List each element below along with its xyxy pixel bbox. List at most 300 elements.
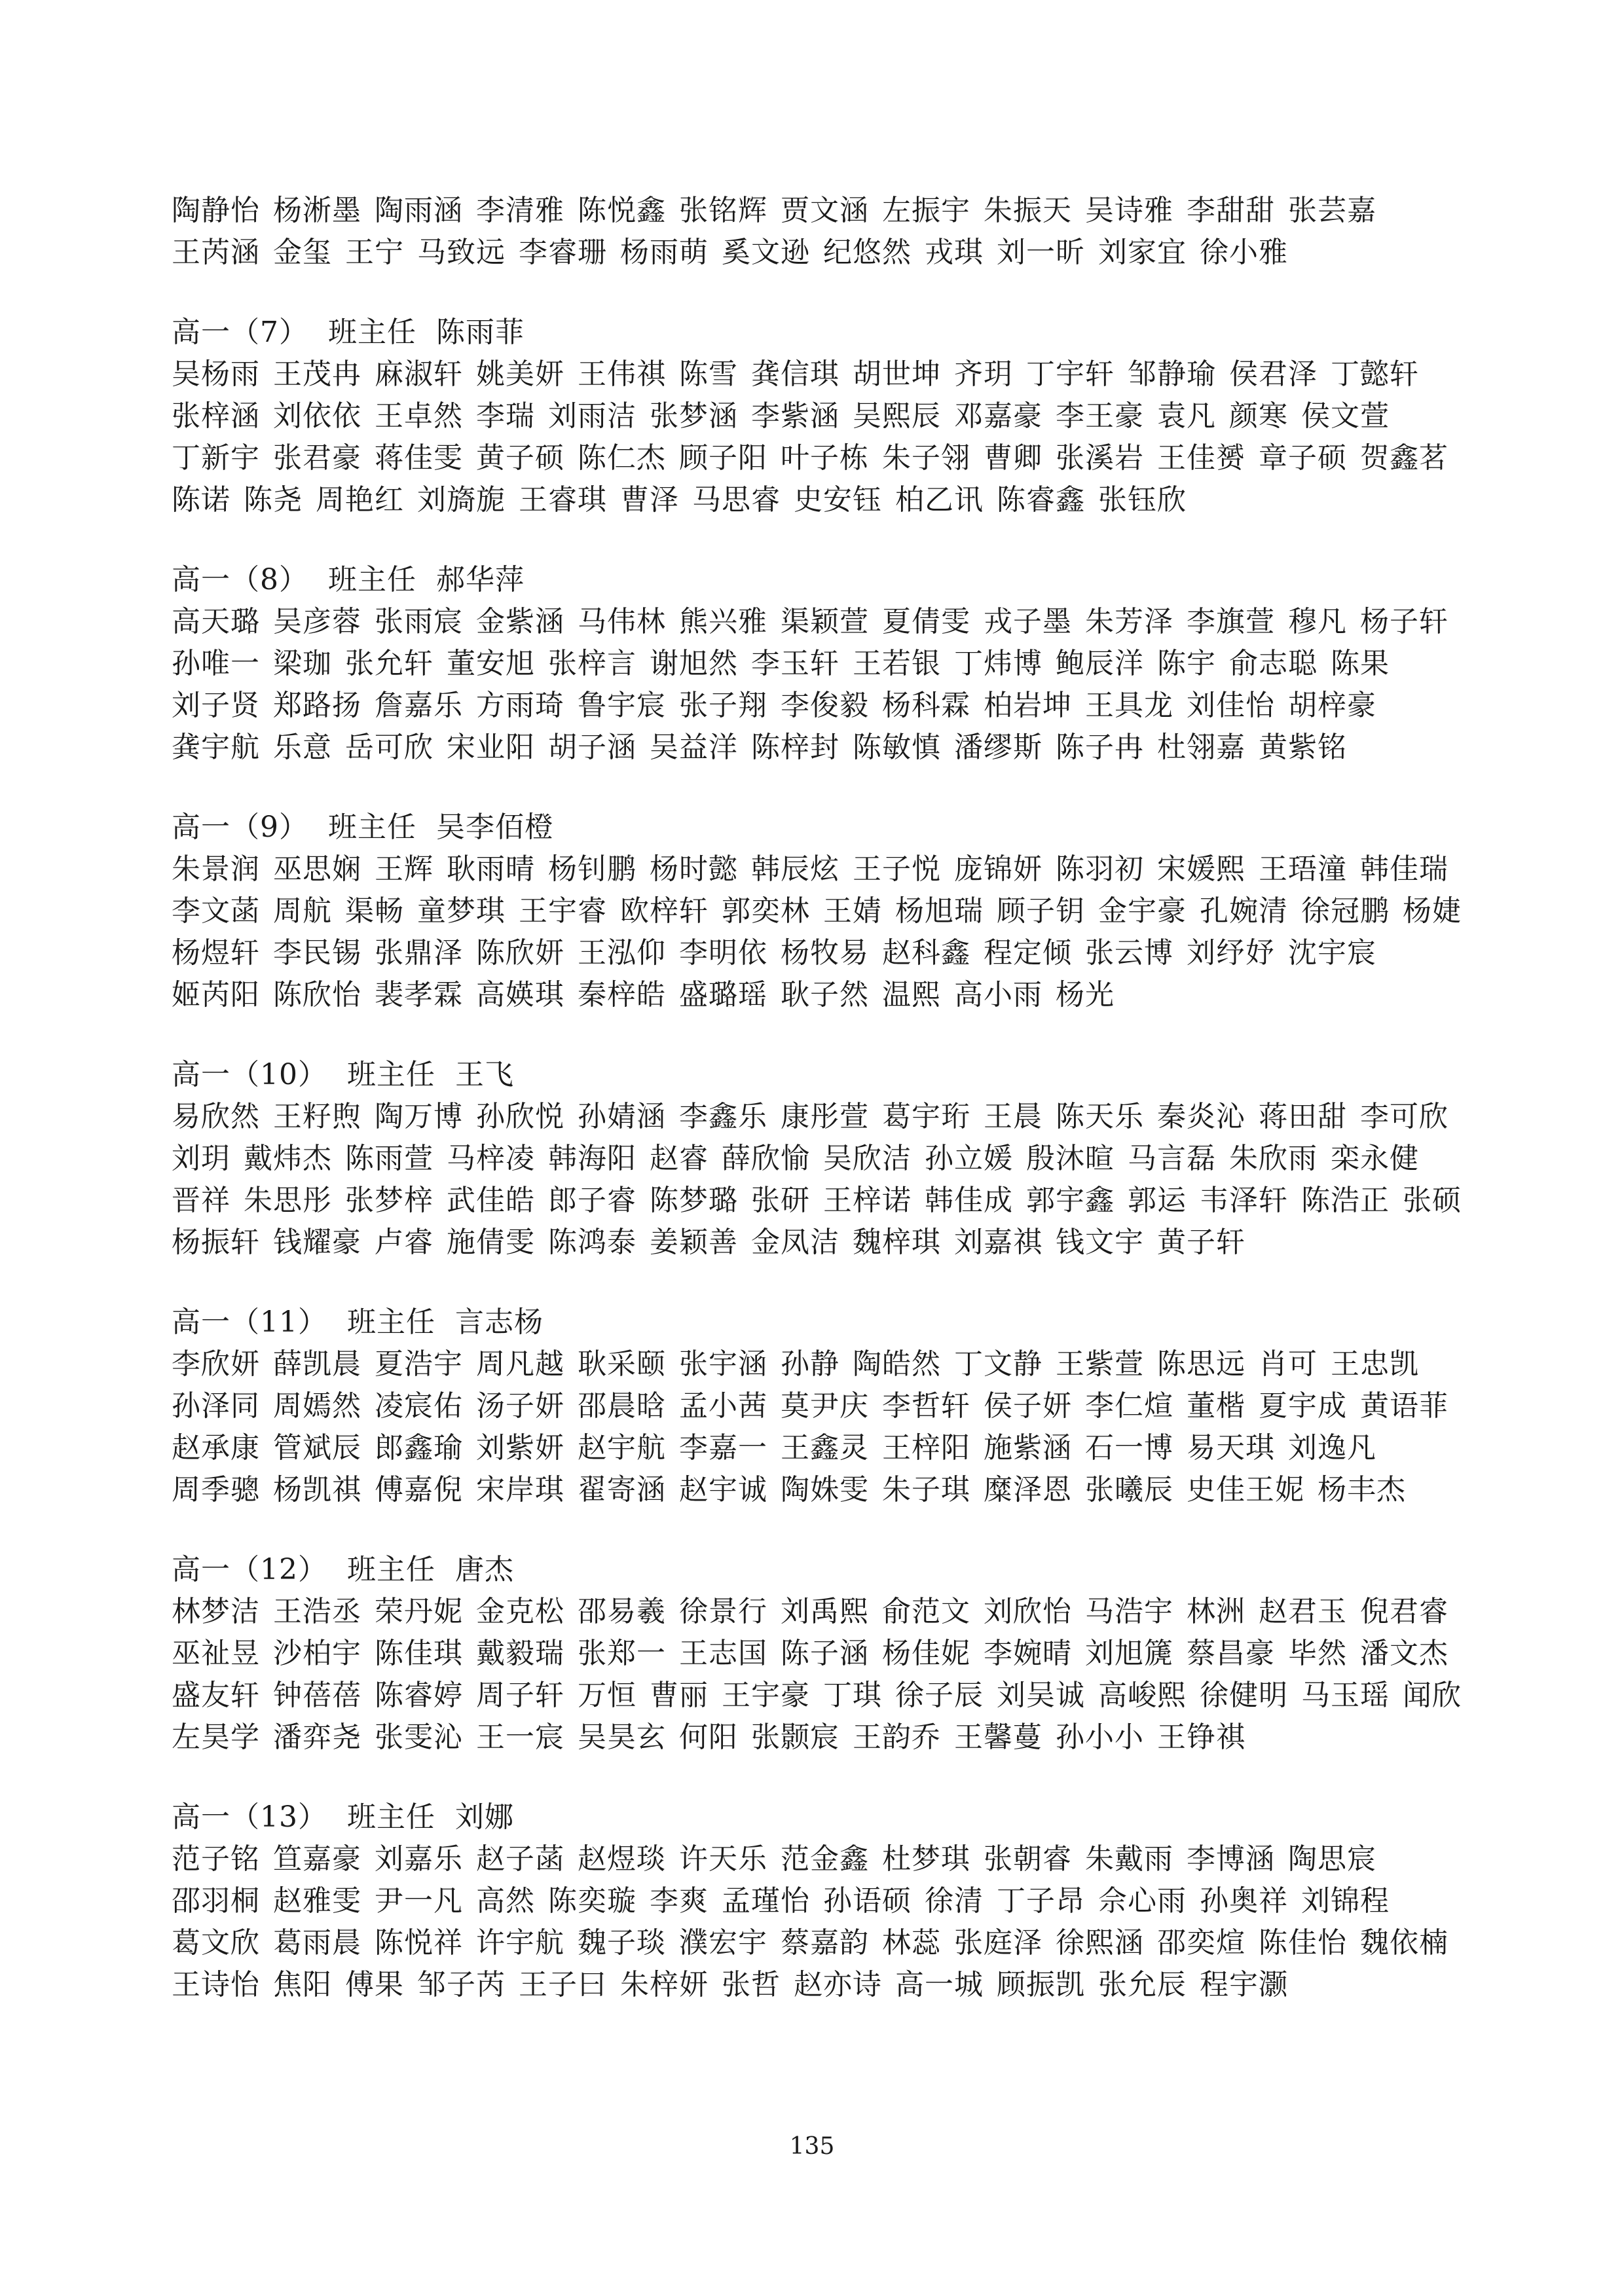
- student-name: 耿子然: [781, 978, 869, 1011]
- student-name: 左昊学: [172, 1721, 260, 1754]
- student-name: 曹丽: [650, 1679, 709, 1712]
- student-name: 葛雨晨: [273, 1926, 361, 1959]
- student-name: 金克松: [476, 1595, 564, 1628]
- student-name: 王辉: [375, 852, 434, 886]
- student-name: 渠畅: [345, 894, 404, 928]
- student-name: 王宇豪: [722, 1679, 810, 1712]
- student-name: 王卓然: [375, 399, 463, 433]
- student-name: 戎琪: [925, 236, 984, 269]
- student-name: 宋业阳: [447, 731, 535, 764]
- student-name: 郭运: [1128, 1184, 1187, 1217]
- student-name: 刘子贤: [172, 689, 260, 722]
- student-name: 姬芮阳: [172, 978, 260, 1011]
- teacher-name: 陈雨菲: [436, 316, 525, 349]
- student-name: 陈思远: [1157, 1347, 1246, 1381]
- student-name: 陈子涵: [781, 1637, 869, 1670]
- student-name: 李明依: [679, 936, 767, 970]
- student-name: 戴炜杰: [244, 1142, 332, 1175]
- student-name: 龚信琪: [751, 357, 840, 391]
- student-name: 金宇豪: [1098, 894, 1187, 928]
- student-name: 张梓涵: [172, 399, 260, 433]
- student-name: 韩海阳: [548, 1142, 637, 1175]
- student-name: 朱子翎: [882, 441, 970, 475]
- student-name: 耿雨晴: [447, 852, 535, 886]
- student-name: 马玉瑶: [1301, 1679, 1390, 1712]
- student-name: 蒋田甜: [1259, 1100, 1347, 1133]
- name-row: [172, 1675, 1475, 1717]
- class-name: 高一（7）: [172, 316, 308, 349]
- student-name: 丁子昂: [997, 1884, 1085, 1918]
- student-name: 杨佳妮: [882, 1637, 970, 1670]
- student-name: 吴益洋: [650, 731, 738, 764]
- student-name: 詹嘉乐: [375, 689, 463, 722]
- class-heading: [172, 312, 1475, 354]
- name-row: [172, 1964, 1475, 2006]
- student-name: 郑路扬: [273, 689, 361, 722]
- student-name: 邵羽桐: [172, 1884, 260, 1918]
- student-name: 徐熙涵: [1056, 1926, 1144, 1959]
- student-name: 毕然: [1288, 1637, 1347, 1670]
- student-name: 董安旭: [447, 647, 535, 680]
- student-name: 张雨宸: [375, 605, 463, 638]
- student-name: 杨振轩: [172, 1226, 260, 1259]
- class-section: [172, 312, 1475, 521]
- student-name: 齐玥: [954, 357, 1013, 391]
- student-name: 施紫涵: [984, 1431, 1072, 1465]
- student-name: 翟寄涵: [578, 1473, 666, 1506]
- student-name: 熊兴雅: [679, 605, 767, 638]
- student-name: 丁琪: [823, 1679, 882, 1712]
- student-name: 吴彦蓉: [273, 605, 361, 638]
- name-row: [172, 890, 1475, 932]
- student-name: 莫尹庆: [781, 1389, 869, 1423]
- student-name: 赵君玉: [1259, 1595, 1347, 1628]
- student-name: 朱思彤: [244, 1184, 332, 1217]
- student-name: 杨婕: [1403, 894, 1462, 928]
- student-name: 刘雨洁: [548, 399, 637, 433]
- student-name: 王韵乔: [853, 1721, 941, 1754]
- student-name: 魏子琰: [578, 1926, 666, 1959]
- student-name: 王一宸: [476, 1721, 564, 1754]
- student-name: 潘弈尧: [273, 1721, 361, 1754]
- student-name: 李婉晴: [984, 1637, 1072, 1670]
- name-row: [172, 190, 1475, 232]
- student-name: 吴昊玄: [578, 1721, 666, 1754]
- student-name: 张庭泽: [954, 1926, 1043, 1959]
- student-name: 丁懿轩: [1331, 357, 1419, 391]
- student-name: 吴诗雅: [1085, 194, 1173, 227]
- student-name: 陈佳琪: [375, 1637, 463, 1670]
- student-name: 周嫣然: [273, 1389, 361, 1423]
- name-row: [172, 685, 1475, 727]
- student-name: 尹一凡: [375, 1884, 463, 1918]
- student-name: 奚文逊: [722, 236, 810, 269]
- student-name: 侯文萱: [1301, 399, 1390, 433]
- class-heading: [172, 1549, 1475, 1591]
- student-name: 陈悦鑫: [578, 194, 666, 227]
- student-name: 傅嘉倪: [375, 1473, 463, 1506]
- student-name: 管斌辰: [273, 1431, 361, 1465]
- student-name: 孔婉清: [1200, 894, 1288, 928]
- student-name: 孙语硕: [823, 1884, 912, 1918]
- student-name: 高媖琪: [476, 978, 564, 1011]
- student-name: 凌宸佑: [375, 1389, 463, 1423]
- class-name: 高一（8）: [172, 563, 308, 596]
- student-name: 周航: [273, 894, 332, 928]
- student-name: 李甜甜: [1187, 194, 1275, 227]
- student-name: 张梦梓: [345, 1184, 434, 1217]
- student-name: 李民锡: [273, 936, 361, 970]
- student-name: 马思睿: [692, 483, 781, 517]
- student-name: 侯子妍: [984, 1389, 1072, 1423]
- student-name: 丁宇轩: [1026, 357, 1115, 391]
- student-name: 吴熙辰: [853, 399, 941, 433]
- student-name: 刘逸凡: [1288, 1431, 1376, 1465]
- student-name: 赵睿: [650, 1142, 709, 1175]
- student-name: 刘欣怡: [984, 1595, 1072, 1628]
- student-name: 张溪岩: [1056, 441, 1144, 475]
- name-row: [172, 354, 1475, 395]
- student-name: 朱景润: [172, 852, 260, 886]
- student-name: 陈奕璇: [548, 1884, 637, 1918]
- name-row: [172, 1838, 1475, 1880]
- student-name: 赵雅雯: [273, 1884, 361, 1918]
- student-name: 杨雨萌: [620, 236, 709, 269]
- student-name: 张研: [751, 1184, 810, 1217]
- student-name: 盛友轩: [172, 1679, 260, 1712]
- student-name: 周艳红: [316, 483, 404, 517]
- student-name: 蔡昌豪: [1187, 1637, 1275, 1670]
- student-name: 孙小小: [1056, 1721, 1144, 1754]
- student-name: 杨子轩: [1360, 605, 1449, 638]
- student-name: 陶皓然: [853, 1347, 941, 1381]
- student-name: 龚宇航: [172, 731, 260, 764]
- student-name: 程定倾: [984, 936, 1072, 970]
- student-name: 贺鑫茗: [1360, 441, 1449, 475]
- student-name: 欧梓轩: [620, 894, 709, 928]
- class-section: [172, 1054, 1475, 1264]
- student-name: 陈仁杰: [578, 441, 666, 475]
- student-name: 徐子辰: [895, 1679, 984, 1712]
- teacher-name: 唐杰: [455, 1553, 514, 1586]
- student-name: 高峻熙: [1098, 1679, 1187, 1712]
- teacher-name: 言志杨: [455, 1305, 544, 1339]
- teacher-name: 刘娜: [455, 1800, 514, 1834]
- student-name: 朱子琪: [882, 1473, 970, 1506]
- student-name: 杨时懿: [650, 852, 738, 886]
- student-name: 赵子菡: [476, 1842, 564, 1876]
- student-name: 谢旭然: [650, 647, 738, 680]
- student-name: 陈果: [1331, 647, 1390, 680]
- student-name: 陈雨萱: [345, 1142, 434, 1175]
- student-name: 范子铭: [172, 1842, 260, 1876]
- student-name: 金玺: [273, 236, 332, 269]
- student-name: 赵承康: [172, 1431, 260, 1465]
- class-name: 高一（13）: [172, 1800, 327, 1834]
- name-row: [172, 395, 1475, 437]
- student-name: 薛欣愉: [722, 1142, 810, 1175]
- student-name: 曹泽: [620, 483, 679, 517]
- student-name: 马伟林: [578, 605, 666, 638]
- student-name: 葛宇珩: [882, 1100, 970, 1133]
- name-row: [172, 1138, 1475, 1180]
- student-name: 刘玥: [172, 1142, 231, 1175]
- student-name: 林蕊: [882, 1926, 941, 1959]
- name-row: [172, 1922, 1475, 1964]
- student-name: 薛凯晨: [273, 1347, 361, 1381]
- student-name: 刘旭篪: [1085, 1637, 1173, 1670]
- student-name: 赵亦诗: [794, 1968, 882, 2001]
- student-name: 陶静怡: [172, 194, 260, 227]
- student-name: 王伟祺: [578, 357, 666, 391]
- student-name: 韦泽轩: [1200, 1184, 1288, 1217]
- student-name: 刘一昕: [997, 236, 1085, 269]
- student-name: 乐意: [273, 731, 332, 764]
- student-name: 王婧: [823, 894, 882, 928]
- student-name: 柏乙讯: [895, 483, 984, 517]
- name-row: [172, 479, 1475, 521]
- teacher-label: 班主任: [328, 316, 416, 349]
- page-number: 135: [789, 2133, 835, 2160]
- student-name: 陈悦祥: [375, 1926, 463, 1959]
- student-name: 王宁: [345, 236, 404, 269]
- student-name: 王子曰: [519, 1968, 607, 2001]
- student-name: 丁文静: [954, 1347, 1043, 1381]
- name-row: [172, 974, 1475, 1016]
- student-name: 邵奕煊: [1157, 1926, 1246, 1959]
- student-name: 王忠凯: [1331, 1347, 1419, 1381]
- student-name: 李欣妍: [172, 1347, 260, 1381]
- student-name: 高然: [476, 1884, 535, 1918]
- student-name: 夏宇成: [1259, 1389, 1347, 1423]
- class-name: 高一（9）: [172, 811, 308, 844]
- student-name: 张宇涵: [679, 1347, 767, 1381]
- student-name: 夏倩雯: [882, 605, 970, 638]
- student-name: 宋岸琪: [476, 1473, 564, 1506]
- student-name: 高一城: [895, 1968, 984, 2001]
- class-heading: [172, 807, 1475, 848]
- class-section: [172, 559, 1475, 769]
- student-name: 杜翎嘉: [1157, 731, 1246, 764]
- student-name: 张雯沁: [375, 1721, 463, 1754]
- student-name: 肖可: [1259, 1347, 1318, 1381]
- student-name: 李文菡: [172, 894, 260, 928]
- student-name: 李俊毅: [781, 689, 869, 722]
- student-name: 郭宇鑫: [1026, 1184, 1115, 1217]
- student-name: 邹子芮: [417, 1968, 506, 2001]
- student-name: 金紫涵: [476, 605, 564, 638]
- student-name: 何阳: [679, 1721, 738, 1754]
- student-name: 王志国: [679, 1637, 767, 1670]
- student-name: 王诗怡: [172, 1968, 260, 2001]
- student-name: 史安钰: [794, 483, 882, 517]
- student-name: 易欣然: [172, 1100, 260, 1133]
- student-name: 王梓阳: [882, 1431, 970, 1465]
- student-name: 卢睿: [375, 1226, 434, 1259]
- student-name: 王芮涵: [172, 236, 260, 269]
- student-name: 王紫萱: [1056, 1347, 1144, 1381]
- student-name: 刘纾妤: [1187, 936, 1275, 970]
- student-name: 林梦洁: [172, 1595, 260, 1628]
- student-name: 笪嘉豪: [273, 1842, 361, 1876]
- teacher-label: 班主任: [347, 1553, 435, 1586]
- student-name: 邵易羲: [578, 1595, 666, 1628]
- name-row: [172, 643, 1475, 685]
- student-name: 刘锦程: [1301, 1884, 1390, 1918]
- student-name: 张梦涵: [650, 399, 738, 433]
- student-name: 赵宇诚: [679, 1473, 767, 1506]
- student-name: 范金鑫: [781, 1842, 869, 1876]
- student-name: 陈天乐: [1056, 1100, 1144, 1133]
- student-name: 高小雨: [954, 978, 1043, 1011]
- student-name: 李仁煊: [1085, 1389, 1173, 1423]
- student-name: 陈欣妍: [476, 936, 564, 970]
- student-name: 徐小雅: [1200, 236, 1288, 269]
- name-row: [172, 437, 1475, 479]
- student-name: 徐清: [925, 1884, 984, 1918]
- student-name: 陶雨涵: [375, 194, 463, 227]
- student-name: 渠颖萱: [781, 605, 869, 638]
- class-roster: [172, 190, 1475, 2044]
- student-name: 俞范文: [882, 1595, 970, 1628]
- student-name: 张哲: [722, 1968, 781, 2001]
- class-name: 高一（12）: [172, 1553, 327, 1586]
- student-name: 耿采颐: [578, 1347, 666, 1381]
- student-name: 孙泽同: [172, 1389, 260, 1423]
- student-name: 纪悠然: [823, 236, 912, 269]
- student-name: 袁凡: [1157, 399, 1216, 433]
- student-name: 梁珈: [273, 647, 332, 680]
- name-row: [172, 232, 1475, 274]
- student-name: 鲁宇宸: [578, 689, 666, 722]
- name-row: [172, 1633, 1475, 1675]
- student-name: 孙立媛: [925, 1142, 1013, 1175]
- student-name: 邵晨晗: [578, 1389, 666, 1423]
- name-row: [172, 1591, 1475, 1633]
- student-name: 秦梓皓: [578, 978, 666, 1011]
- student-name: 李博涵: [1187, 1842, 1275, 1876]
- student-name: 裴孝霖: [375, 978, 463, 1011]
- teacher-label: 班主任: [328, 811, 416, 844]
- student-name: 王宇睿: [519, 894, 607, 928]
- student-name: 陈睿鑫: [997, 483, 1085, 517]
- student-name: 王佳赟: [1157, 441, 1246, 475]
- student-name: 姜颖善: [650, 1226, 738, 1259]
- student-name: 顾子阳: [679, 441, 767, 475]
- student-name: 许天乐: [679, 1842, 767, 1876]
- name-row: [172, 932, 1475, 974]
- student-name: 杨煜轩: [172, 936, 260, 970]
- name-row: [172, 601, 1475, 643]
- student-name: 张颢宸: [751, 1721, 840, 1754]
- student-name: 马浩宇: [1085, 1595, 1173, 1628]
- student-name: 张钰欣: [1098, 483, 1187, 517]
- student-name: 石一博: [1085, 1431, 1173, 1465]
- class-section: [172, 1796, 1475, 2006]
- student-name: 张云博: [1085, 936, 1173, 970]
- student-name: 张硕: [1403, 1184, 1462, 1217]
- student-name: 晋祥: [172, 1184, 231, 1217]
- student-name: 郎子睿: [548, 1184, 637, 1217]
- class-section: [172, 1549, 1475, 1758]
- teacher-label: 班主任: [347, 1058, 435, 1091]
- student-name: 金凤洁: [751, 1226, 840, 1259]
- class-section: [172, 807, 1475, 1016]
- student-name: 杨凯祺: [273, 1473, 361, 1506]
- student-name: 王鑫灵: [781, 1431, 869, 1465]
- student-name: 李旗萱: [1187, 605, 1275, 638]
- student-name: 麻淑轩: [375, 357, 463, 391]
- student-name: 陈诺: [172, 483, 231, 517]
- student-name: 张君豪: [273, 441, 361, 475]
- student-name: 叶子栋: [781, 441, 869, 475]
- student-name: 刘依依: [273, 399, 361, 433]
- student-name: 林洲: [1187, 1595, 1246, 1628]
- student-name: 方雨琦: [476, 689, 564, 722]
- student-name: 万恒: [578, 1679, 637, 1712]
- student-name: 易天琪: [1187, 1431, 1275, 1465]
- student-name: 王若银: [853, 647, 941, 680]
- student-name: 盛璐瑶: [679, 978, 767, 1011]
- teacher-name: 郝华萍: [436, 563, 525, 596]
- student-name: 李玉轩: [751, 647, 840, 680]
- student-name: 史佳王妮: [1187, 1473, 1304, 1506]
- student-name: 李清雅: [476, 194, 564, 227]
- name-row: [172, 1180, 1475, 1222]
- student-name: 施倩雯: [447, 1226, 535, 1259]
- student-name: 杨光: [1056, 978, 1115, 1011]
- student-name: 许宇航: [476, 1926, 564, 1959]
- student-name: 李爽: [650, 1884, 709, 1918]
- name-row: [172, 848, 1475, 890]
- student-name: 魏梓琪: [853, 1226, 941, 1259]
- student-name: 陈鸿泰: [548, 1226, 637, 1259]
- student-name: 侯君泽: [1229, 357, 1318, 391]
- student-name: 胡世坤: [853, 357, 941, 391]
- student-name: 王铮祺: [1157, 1721, 1246, 1754]
- student-name: 庞锦妍: [954, 852, 1043, 886]
- student-name: 韩佳成: [925, 1184, 1013, 1217]
- student-name: 钱耀豪: [273, 1226, 361, 1259]
- student-name: 穆凡: [1288, 605, 1347, 638]
- student-name: 章子硕: [1259, 441, 1347, 475]
- student-name: 胡梓豪: [1288, 689, 1376, 722]
- student-name: 顾子钥: [997, 894, 1085, 928]
- student-name: 巫思娴: [273, 852, 361, 886]
- student-name: 栾永健: [1331, 1142, 1419, 1175]
- student-name: 王子悦: [853, 852, 941, 886]
- student-name: 李鑫乐: [679, 1100, 767, 1133]
- student-name: 张梓言: [548, 647, 637, 680]
- student-name: 王具龙: [1085, 689, 1173, 722]
- student-name: 陈敏慎: [853, 731, 941, 764]
- class-name: 高一（11）: [172, 1305, 327, 1339]
- student-name: 陈睿婷: [375, 1679, 463, 1712]
- student-name: 孙婧涵: [578, 1100, 666, 1133]
- student-name: 丁新宇: [172, 441, 260, 475]
- student-name: 马致远: [417, 236, 506, 269]
- student-name: 殷沐暄: [1026, 1142, 1115, 1175]
- student-name: 刘佳怡: [1187, 689, 1275, 722]
- student-name: 张允轩: [345, 647, 434, 680]
- student-name: 李紫涵: [751, 399, 840, 433]
- student-name: 颜寒: [1229, 399, 1288, 433]
- student-name: 马梓凌: [447, 1142, 535, 1175]
- student-name: 张铭辉: [679, 194, 767, 227]
- name-row: [172, 1343, 1475, 1385]
- student-name: 陈羽初: [1056, 852, 1144, 886]
- name-row: [172, 1222, 1475, 1264]
